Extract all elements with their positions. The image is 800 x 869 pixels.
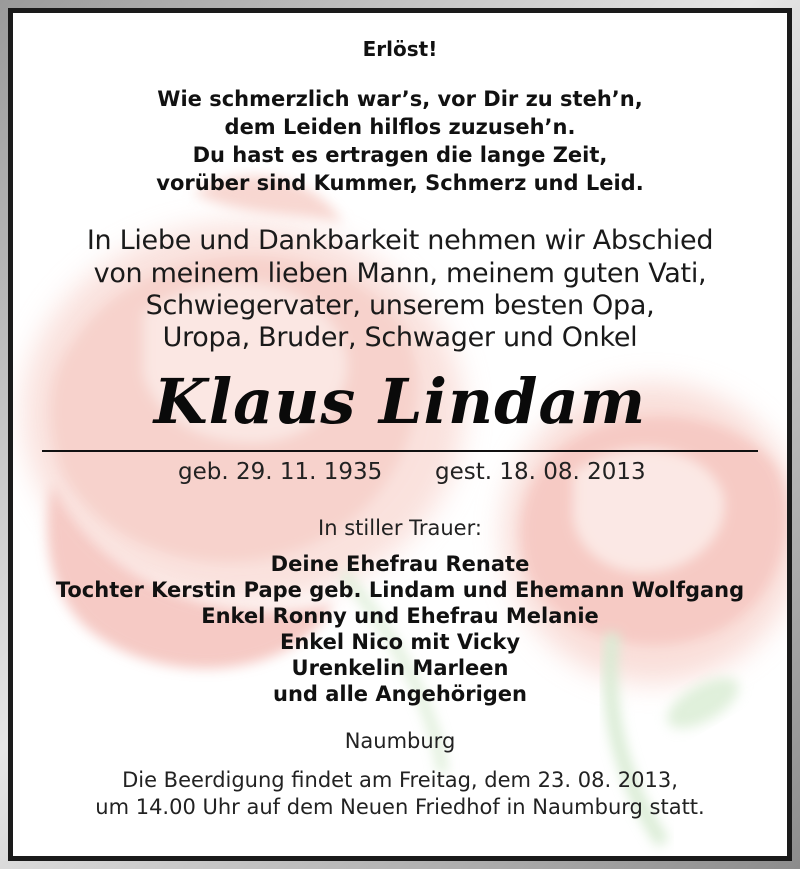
intro-line: von meinem lieben Mann, meinem guten Vati,: [93, 258, 707, 289]
verse-line: Wie schmerzlich war’s, vor Dir zu steh’n,: [157, 87, 643, 111]
birth-date: geb. 29. 11. 1935: [178, 459, 383, 485]
verse-title: Erlöst!: [362, 37, 438, 61]
intro-line: Uropa, Bruder, Schwager und Onkel: [162, 322, 638, 353]
mourner-name: Tochter Kerstin Pape geb. Lindam und Ehemann Wolfgang: [55, 578, 745, 602]
death-date: gest. 18. 08. 2013: [435, 459, 646, 485]
obituary-content: [13, 13, 787, 856]
funeral-info-line: Die Beerdigung findet am Freitag, dem 23. 08. 2013,: [122, 768, 678, 792]
verse-line: Du hast es ertragen die lange Zeit,: [192, 143, 608, 167]
life-dates: [13, 459, 787, 489]
mourner-name: Enkel Ronny und Ehefrau Melanie: [201, 604, 599, 628]
deceased-name: Klaus Lindam: [153, 365, 647, 438]
verse-line: dem Leiden hilflos zuzuseh’n.: [224, 115, 576, 139]
funeral-info-line: um 14.00 Uhr auf dem Neuen Friedhof in Naumburg statt.: [95, 795, 705, 819]
place-name: Naumburg: [344, 729, 456, 753]
divider-line: [42, 450, 758, 452]
mourner-name: Urenkelin Marleen: [291, 656, 509, 680]
mourner-name: Enkel Nico mit Vicky: [279, 630, 521, 654]
mourner-name: und alle Angehörigen: [273, 682, 527, 706]
mourner-name: Deine Ehefrau Renate: [270, 552, 530, 576]
mourning-label: In stiller Trauer:: [318, 516, 482, 540]
intro-line: In Liebe und Dankbarkeit nehmen wir Abschied: [86, 225, 714, 256]
verse-line: vorüber sind Kummer, Schmerz und Leid.: [156, 171, 644, 195]
obituary-card: [13, 13, 787, 856]
intro-line: Schwiegervater, unserem besten Opa,: [145, 290, 655, 321]
